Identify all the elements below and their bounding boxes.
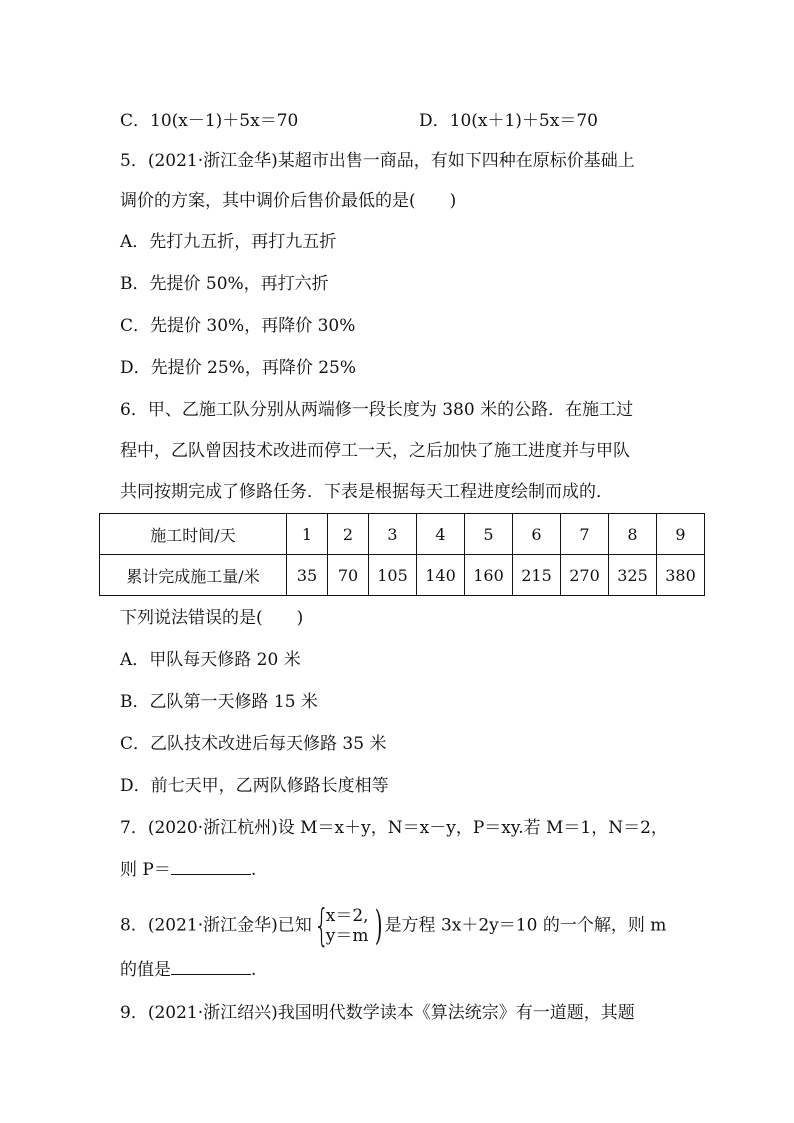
q6-option-c: C．乙队技术改进后每天修路 35 米 (120, 734, 387, 754)
q8-stem-line1 (120, 900, 667, 951)
table-header-amount: 累计完成施工量/米 (100, 555, 287, 596)
q8-suffix: 是方程 3x＋2y＝10 的一个解，则 m (384, 915, 667, 936)
q5-option-b: B．先提价 50%，再打六折 (120, 274, 329, 294)
table-cell: 380 (657, 555, 705, 596)
q4-option-c: C．10(x－1)＋5x＝70 (120, 111, 299, 131)
q4-option-d: D．10(x＋1)＋5x＝70 (419, 111, 598, 131)
q6-stem-line3: 共同按期完成了修路任务．下表是根据每天工程进度绘制而成的． (120, 482, 613, 502)
q8-line2-suffix: . (251, 960, 257, 980)
table-cell: 7 (561, 514, 609, 555)
q5-stem-line1: 5．(2021·浙江金华)某超市出售一商品，有如下四种在原标价基础上 (120, 151, 635, 171)
q6-option-b: B．乙队第一天修路 15 米 (120, 692, 318, 712)
table-cell: 325 (609, 555, 657, 596)
table-header-days: 施工时间/天 (100, 514, 287, 555)
table-cell: 5 (465, 514, 513, 555)
q6-prompt: 下列说法错误的是( ) (120, 608, 304, 628)
q8-system-row1: x＝2, (325, 906, 369, 926)
q7-suffix: . (250, 860, 257, 880)
q5-option-d: D．先提价 25%，再降价 25% (120, 358, 357, 378)
table-cell: 3 (369, 514, 417, 555)
q8-answer-blank[interactable] (171, 958, 251, 975)
q6-stem-line2: 程中，乙队曾因技术改进而停工一天，之后加快了施工进度并与甲队 (120, 441, 630, 461)
q6-option-d: D．前七天甲，乙两队修路长度相等 (120, 776, 389, 796)
q7-prefix: 则 P＝ (120, 860, 171, 880)
table-cell: 105 (369, 555, 417, 596)
table-cell: 6 (513, 514, 561, 555)
q8-equation-system (313, 900, 383, 951)
table-cell: 1 (287, 514, 328, 555)
q8-system-row2: y＝m (325, 926, 369, 946)
table-cell: 215 (513, 555, 561, 596)
table-cell: 2 (328, 514, 369, 555)
table-cell: 140 (417, 555, 465, 596)
q8-stem-line2 (120, 958, 256, 982)
table-cell: 35 (287, 555, 328, 596)
table-cell: 160 (465, 555, 513, 596)
q5-option-a: A．先打九五折，再打九五折 (120, 232, 337, 252)
q6-stem-line1: 6．甲、乙施工队分别从两端修一段长度为 380 米的公路．在施工过 (120, 400, 634, 420)
q9-stem-line1: 9．(2021·浙江绍兴)我国明代数学读本《算法统宗》有一道题，其题 (120, 1003, 635, 1023)
table-cell: 70 (328, 555, 369, 596)
q6-option-a: A．甲队每天修路 20 米 (120, 650, 301, 670)
table-row (100, 514, 705, 555)
q8-prefix: 8．(2021·浙江金华)已知 (120, 915, 312, 936)
left-brace-icon: { (313, 900, 330, 951)
table-cell: 270 (561, 555, 609, 596)
q6-progress-table (99, 513, 705, 596)
q8-line2-prefix: 的值是 (120, 960, 171, 980)
table-row (100, 555, 705, 596)
q5-stem-line2: 调价的方案，其中调价后售价最低的是( ) (120, 191, 457, 211)
table-cell: 9 (657, 514, 705, 555)
table-cell: 4 (417, 514, 465, 555)
q7-answer-blank[interactable] (171, 858, 251, 875)
right-paren-icon: ) (374, 903, 383, 949)
table-cell: 8 (609, 514, 657, 555)
q5-option-c: C．先提价 30%，再降价 30% (120, 316, 356, 336)
q7-stem-line1: 7．(2020·浙江杭州)设 M＝x＋y，N＝x－y，P＝xy.若 M＝1，N＝2， (120, 818, 668, 838)
q7-stem-line2 (120, 858, 256, 882)
